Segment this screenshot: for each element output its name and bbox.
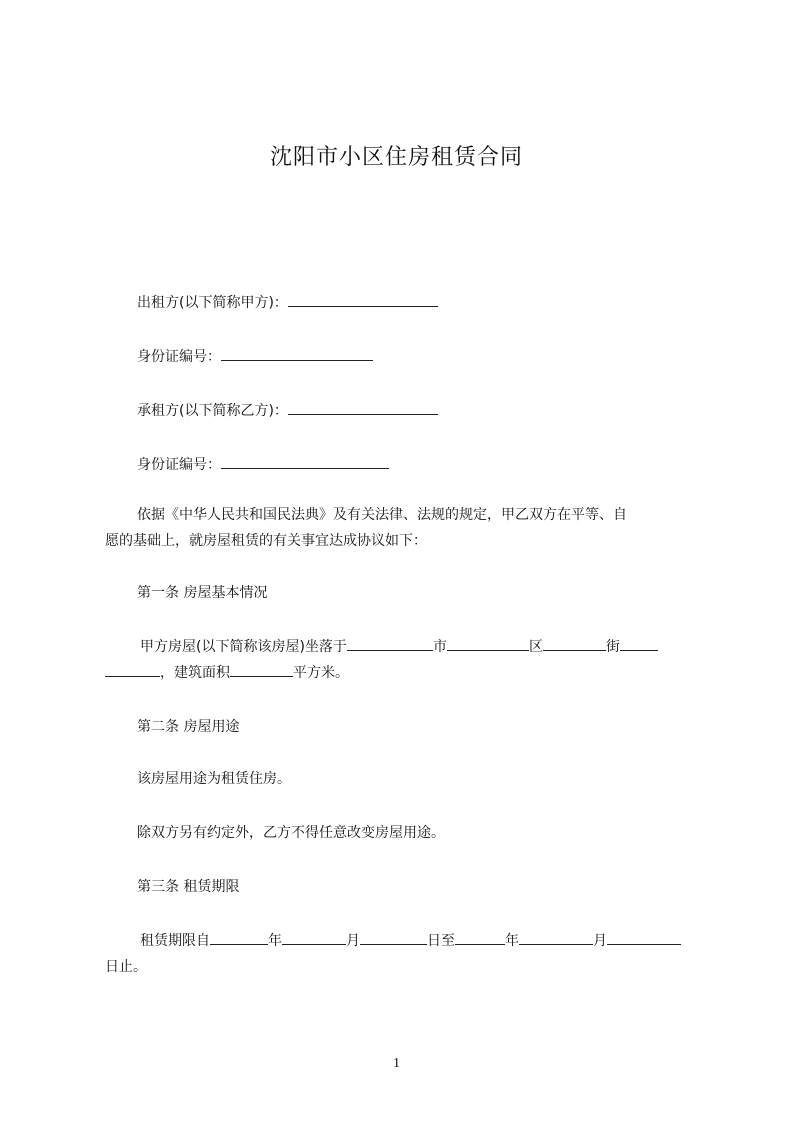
- lessee-line: [137, 400, 438, 420]
- area-unit: 平方米。: [293, 665, 349, 681]
- lessor-blank[interactable]: [288, 292, 438, 307]
- lessor-id-label: 身份证编号：: [137, 349, 221, 365]
- city-label: 市: [432, 639, 447, 655]
- lessee-blank[interactable]: [288, 400, 438, 415]
- street-label: 街: [605, 639, 620, 655]
- start-day-blank[interactable]: [360, 930, 427, 945]
- location-label: 甲方房屋(以下简称该房屋)坐落于: [140, 639, 347, 655]
- end-month-label: 月: [593, 933, 607, 949]
- term-lead: 租赁期限自: [140, 933, 210, 949]
- street-blank-1[interactable]: [543, 636, 606, 651]
- end-year-blank[interactable]: [455, 930, 505, 945]
- article-2-paragraph-1: 该房屋用途为租赁住房。: [137, 771, 291, 787]
- page-number: 1: [393, 1056, 400, 1071]
- district-blank[interactable]: [447, 636, 529, 651]
- street-blank-3[interactable]: [105, 662, 160, 677]
- end-year-label: 年: [505, 933, 519, 949]
- article-3-line-1: [105, 928, 701, 954]
- article-2-heading: 第二条 房屋用途: [137, 719, 240, 735]
- city-blank[interactable]: [347, 636, 433, 651]
- article-1-heading: 第一条 房屋基本情况: [137, 585, 268, 601]
- lessor-id-line: [137, 346, 373, 366]
- lessee-label: 承租方(以下简称乙方)：: [137, 403, 288, 419]
- intro-line-2: 愿的基础上，就房屋租赁的有关事宜达成协议如下：: [105, 533, 427, 549]
- start-month-label: 月: [346, 933, 360, 949]
- article-1-paragraph: [105, 634, 701, 686]
- article-3-line-2: 日止。: [105, 959, 147, 975]
- lessee-id-line: [137, 454, 389, 474]
- area-label: ，建筑面积: [160, 665, 230, 681]
- lessee-id-label: 身份证编号：: [137, 457, 221, 473]
- article-2-paragraph-2: 除双方另有约定外，乙方不得任意改变房屋用途。: [137, 825, 445, 841]
- start-month-blank[interactable]: [282, 930, 346, 945]
- lessor-label: 出租方(以下简称甲方)：: [137, 295, 288, 311]
- lessor-line: [137, 292, 438, 312]
- start-day-label: 日至: [427, 933, 455, 949]
- article-1-line-1: [105, 634, 701, 660]
- start-year-label: 年: [268, 933, 282, 949]
- area-blank[interactable]: [230, 662, 293, 677]
- street-blank-2[interactable]: [620, 636, 658, 651]
- article-3-heading: 第三条 租赁期限: [137, 879, 240, 895]
- end-month-blank[interactable]: [519, 930, 593, 945]
- district-label: 区: [528, 639, 543, 655]
- start-year-blank[interactable]: [210, 930, 268, 945]
- intro-paragraph: [105, 502, 701, 554]
- article-3-paragraph: [105, 928, 701, 980]
- article-1-line-2: [105, 660, 701, 686]
- end-day-blank[interactable]: [607, 930, 681, 945]
- lessor-id-blank[interactable]: [221, 346, 373, 361]
- intro-line-1: 依据《中华人民共和国民法典》及有关法律、法规的规定，甲乙双方在平等、自: [137, 507, 627, 523]
- lessee-id-blank[interactable]: [221, 454, 389, 469]
- document-title: 沈阳市小区住房租赁合同: [269, 145, 523, 170]
